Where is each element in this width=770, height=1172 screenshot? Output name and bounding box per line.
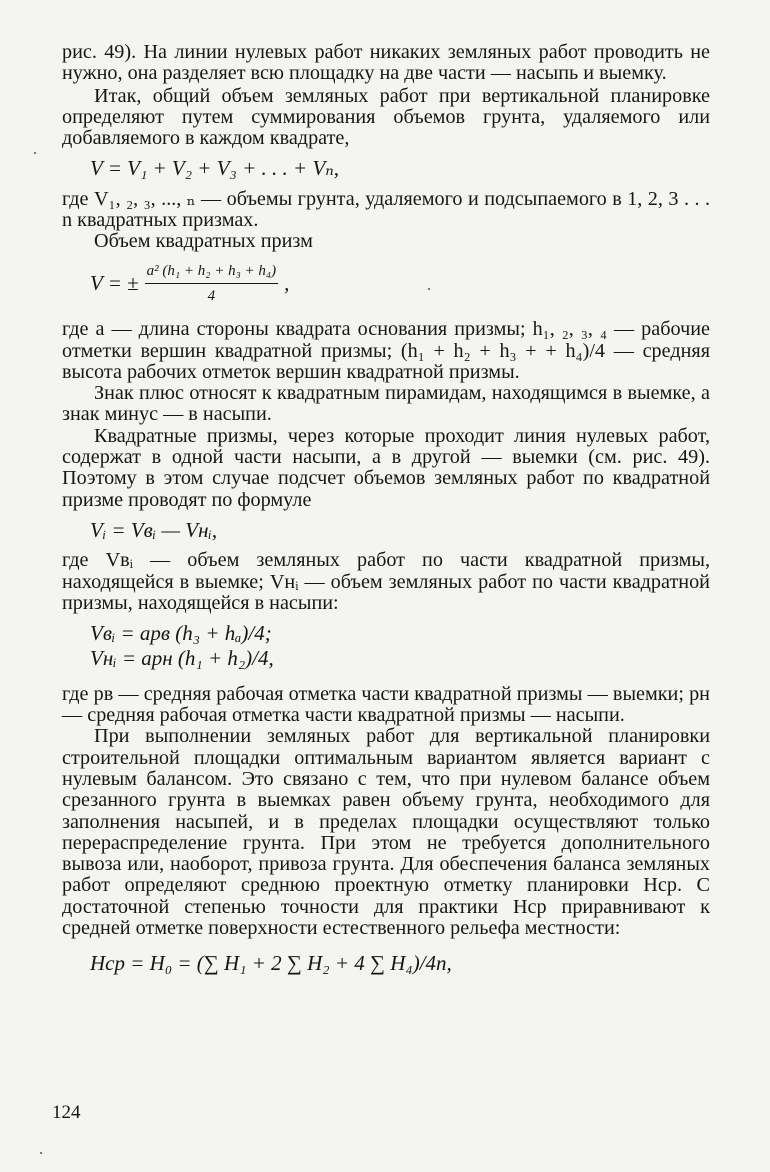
paragraph-7: Квадратные призмы, через которые проходит линия нулевых работ, содержат в одной части насыпи, а в другой — выемки (см. рис. 49). Поэтому в этом случае подсчет объемов земляных работ по квадратной призме проводят по формуле bbox=[62, 424, 710, 511]
page-number: 124 bbox=[52, 1102, 81, 1123]
paragraph-10: При выполнении земляных работ для вертикальной планировки строительной площадки оптимальным вариантом является вариант с нулевым балансом. Это связано с тем, что при нулевом балансе объем срезанного грунта в выемках равен объему грунта, необходимого для заполнения насыпей, и в пределах площадки осуществляют только перераспределение грунта. При этом не требуется дополнительного вывоза или, наоборот, привоза грунта. Для обеспечения баланса земляных работ определяют среднюю проектную отметку планировки Hср. С достаточной степенью точности для практики Hср приравнивают к средней отметке поверхности естественного рельефа местности: bbox=[62, 725, 710, 939]
paragraph-8: где Vвᵢ — объем земляных работ по части квадратной призмы, находящейся в выемке; Vнᵢ — объем земляных работ по части квадратной призмы, находящейся в насыпи: bbox=[62, 549, 710, 614]
scan-speck bbox=[428, 288, 430, 290]
fraction-numerator: a² (h₁ + h₂ + h₃ + h₄) bbox=[145, 261, 278, 284]
paragraph-9: где pв — средняя рабочая отметка части квадратной призмы — выемки; pн — средняя рабочая отметка части квадратной призмы — насыпи. bbox=[62, 682, 710, 727]
formula-prism-volume bbox=[90, 261, 710, 308]
scan-speck bbox=[34, 152, 36, 154]
paragraph-6: Знак плюс относят к квадратным пирамидам, находящимся в выемке, а знак минус — в насыпи. bbox=[62, 382, 710, 426]
formula-part-volume: Vᵢ = Vвᵢ — Vнᵢ, bbox=[90, 517, 218, 542]
paragraph-3: где V₁, ₂, ₃, ..., ₙ — объемы грунта, удаляемого и подсыпаемого в 1, 2, 3 . . . n квадратных призмах. bbox=[62, 187, 710, 232]
fraction-denominator: 4 bbox=[207, 287, 216, 304]
formula-mean-elevation: Hср = H₀ = (∑ H₁ + 2 ∑ H₂ + 4 ∑ H₄)/4n, bbox=[90, 951, 452, 976]
formula-fill-volume: Vнᵢ = apн (h₁ + h₂)/4, bbox=[90, 646, 274, 671]
formula-total-volume: V = V₁ + V₂ + V₃ + . . . + Vₙ, bbox=[90, 156, 340, 181]
fraction bbox=[145, 261, 278, 308]
paragraph-4: Объем квадратных призм bbox=[94, 230, 313, 253]
formula-prism-lhs: V = ± bbox=[90, 271, 139, 296]
scan-speck bbox=[40, 1152, 42, 1154]
formula-excavation-volume: Vвᵢ = apв (h₃ + hₐ)/4; bbox=[90, 621, 272, 646]
page-body bbox=[62, 42, 710, 984]
paragraph-5: где a — длина стороны квадрата основания призмы; h₁, ₂, ₃, ₄ — рабочие отметки вершин квадратной призмы; (h₁ + h₂ + h₃ + + h₄)/4 — средняя высота рабочих отметок вершин квадратной призмы. bbox=[62, 318, 710, 383]
paragraph-2: Итак, общий объем земляных работ при вертикальной планировке определяют путем суммирования объемов грунта, удаляемого или добавляемого в каждом квадрате, bbox=[62, 84, 710, 150]
paragraph-1: рис. 49). На линии нулевых работ никаких земляных работ проводить не нужно, она разделяет всю площадку на две части — насыпь и выемку. bbox=[62, 41, 710, 85]
formula-prism-tail: , bbox=[284, 271, 290, 296]
